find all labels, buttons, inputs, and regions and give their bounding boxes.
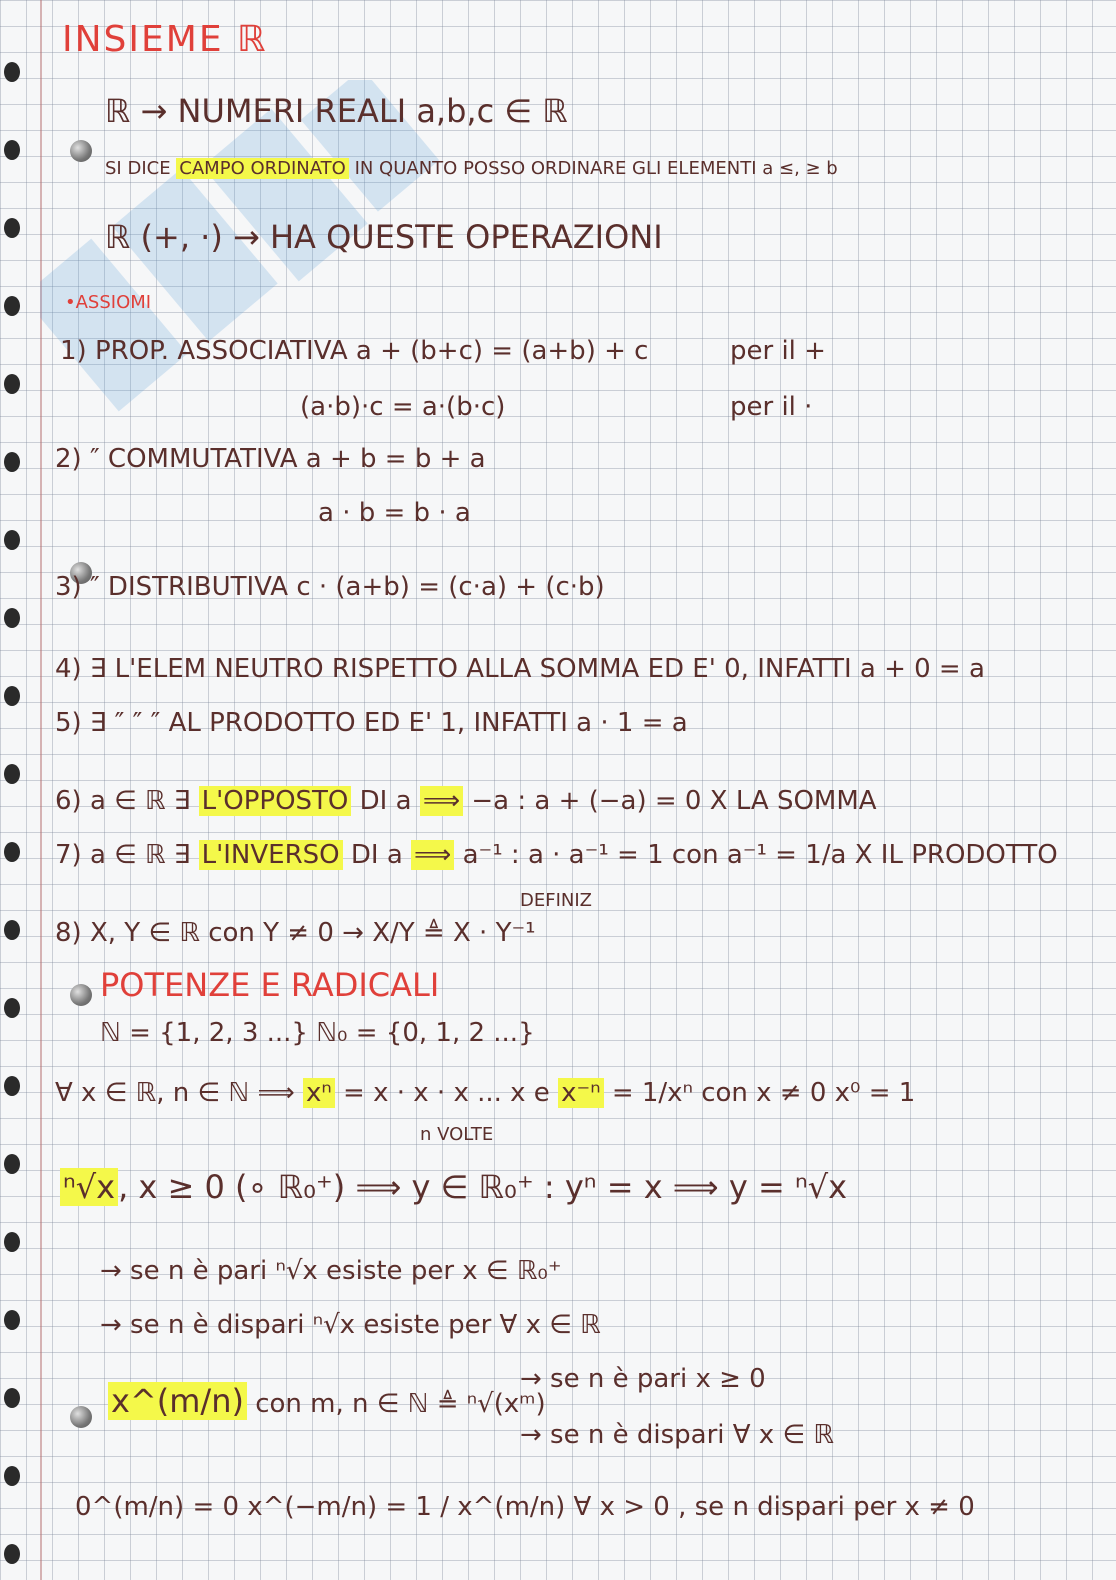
binder-hole (4, 62, 20, 82)
binder-hole (4, 998, 20, 1018)
page-title: INSIEME ℝ (62, 19, 268, 60)
section-heading: •ASSIOMI (65, 292, 152, 313)
note-line: a · b = b · a (318, 498, 471, 528)
note-line: 7) a ∈ ℝ ∃ L'INVERSO DI a ⟹ a⁻¹ : a · a⁻¹ = 1 con a⁻¹ = 1/a X IL PRODOTTO (55, 840, 1058, 870)
binder-hole (4, 1388, 20, 1408)
watermark-logo (40, 80, 600, 440)
highlight: x^(m/n) (108, 1382, 247, 1420)
note-line: → se n è pari x ≥ 0 (520, 1364, 766, 1394)
binder-hole (4, 1466, 20, 1486)
binder-hole (4, 452, 20, 472)
binder-hole (4, 920, 20, 940)
binder-hole (4, 842, 20, 862)
highlight: xⁿ (303, 1078, 335, 1108)
highlight: CAMPO ORDINATO (176, 158, 349, 179)
note-line: ℝ (+, ·) → HA QUESTE OPERAZIONI (105, 218, 663, 256)
note-label: n VOLTE (420, 1124, 494, 1145)
highlight: L'INVERSO (199, 840, 343, 870)
note-line: 5) ∃ ″ ″ ″ AL PRODOTTO ED E' 1, INFATTI a · 1 = a (55, 708, 688, 738)
note-line: 3) ″ DISTRIBUTIVA c · (a+b) = (c·a) + (c·b) (55, 572, 605, 602)
highlight: ⁿ√x (60, 1168, 118, 1206)
binder-hole (4, 374, 20, 394)
binder-hole (4, 140, 20, 160)
note-line: → se n è pari ⁿ√x esiste per x ∈ ℝ₀⁺ (100, 1256, 562, 1286)
pin-icon (70, 140, 92, 162)
note-line: ∀ x ∈ ℝ, n ∈ ℕ ⟹ xⁿ = x · x · x ... x e x⁻ⁿ = 1/xⁿ con x ≠ 0 x⁰ = 1 (55, 1078, 916, 1108)
binder-hole (4, 608, 20, 628)
binder-hole (4, 1232, 20, 1252)
binder-hole (4, 686, 20, 706)
note-line: → se n è dispari ⁿ√x esiste per ∀ x ∈ ℝ (100, 1310, 601, 1340)
binder-hole (4, 1310, 20, 1330)
note-line: 0^(m/n) = 0 x^(−m/n) = 1 / x^(m/n) ∀ x > 0 , se n dispari per x ≠ 0 (75, 1492, 975, 1522)
pin-icon (70, 1406, 92, 1428)
binder-hole (4, 1076, 20, 1096)
pin-icon (70, 984, 92, 1006)
binder-holes (0, 0, 30, 1580)
note-line: per il + (730, 336, 826, 366)
note-line: ⁿ√x, x ≥ 0 (∘ ℝ₀⁺) ⟹ y ∈ ℝ₀⁺ : yⁿ = x ⟹ y = ⁿ√x (60, 1168, 847, 1206)
note-line: per il · (730, 392, 813, 422)
section-heading: POTENZE E RADICALI (100, 966, 440, 1004)
note-line: → se n è dispari ∀ x ∈ ℝ (520, 1420, 834, 1450)
note-line: 1) PROP. ASSOCIATIVA a + (b+c) = (a+b) + c (60, 336, 649, 366)
highlight: ⟹ (420, 786, 463, 816)
note-line: 8) X, Y ∈ ℝ con Y ≠ 0 → X/Y ≜ X · Y⁻¹ (55, 918, 536, 948)
binder-hole (4, 218, 20, 238)
note-line: x^(m/n) con m, n ∈ ℕ ≜ ⁿ√(xᵐ) (108, 1382, 546, 1420)
highlight: ⟹ (411, 840, 454, 870)
binder-hole (4, 1154, 20, 1174)
note-line: SI DICE CAMPO ORDINATO IN QUANTO POSSO ORDINARE GLI ELEMENTI a ≤, ≥ b (105, 158, 838, 179)
note-line: 2) ″ COMMUTATIVA a + b = b + a (55, 444, 486, 474)
binder-hole (4, 296, 20, 316)
note-line: (a·b)·c = a·(b·c) (300, 392, 506, 422)
note-line: ℕ = {1, 2, 3 ...} ℕ₀ = {0, 1, 2 ...} (100, 1018, 535, 1048)
note-line: 6) a ∈ ℝ ∃ L'OPPOSTO DI a ⟹ −a : a + (−a) = 0 X LA SOMMA (55, 786, 877, 816)
binder-hole (4, 764, 20, 784)
note-line: ℝ → NUMERI REALI a,b,c ∈ ℝ (105, 92, 568, 130)
highlight: x⁻ⁿ (558, 1078, 603, 1108)
binder-hole (4, 1544, 20, 1564)
highlight: L'OPPOSTO (199, 786, 352, 816)
note-label: DEFINIZ (520, 890, 592, 911)
note-line: 4) ∃ L'ELEM NEUTRO RISPETTO ALLA SOMMA ED E' 0, INFATTI a + 0 = a (55, 654, 985, 684)
binder-hole (4, 530, 20, 550)
